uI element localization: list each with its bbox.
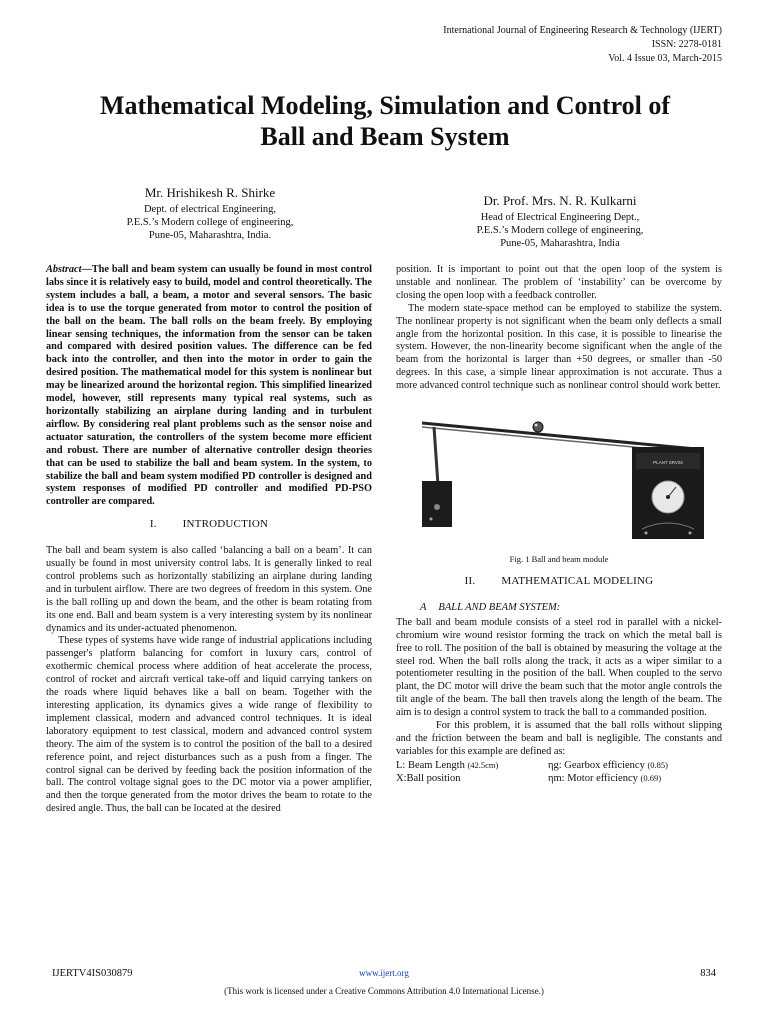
subsection-heading — [420, 602, 722, 615]
variable-label: L: Beam Length — [396, 759, 465, 771]
subsection-title: BALL AND BEAM SYSTEM: — [438, 601, 561, 613]
author-name: Dr. Prof. Mrs. N. R. Kulkarni — [483, 193, 637, 208]
section-number: I. — [149, 518, 157, 531]
left-column — [46, 264, 372, 816]
intro-paragraph-3: position. It is important to point out that the open loop of the system is unstable and nonlinear. The problem of ‘instability’ can be overcome by closing the open loop with a feedback controller. — [396, 264, 722, 301]
section-heading-mathematical-modeling — [396, 575, 722, 588]
variable-definition — [548, 772, 661, 785]
variable-value: (42.5cm) — [467, 759, 499, 770]
author-dept: Dept. of electrical Engineering, — [143, 204, 277, 215]
section-title: MATHEMATICAL MODELING — [501, 574, 654, 587]
variable-label: ηg: Gearbox efficiency — [548, 759, 645, 771]
author-block-1 — [60, 184, 360, 242]
paper-id: IJERTV4IS030879 — [52, 968, 133, 979]
journal-name: International Journal of Engineering Research & Technology (IJERT) — [443, 25, 722, 36]
variable-definition — [396, 759, 548, 772]
page-number: 834 — [700, 968, 716, 979]
variable-label: ηm: Motor efficiency — [548, 772, 638, 784]
abstract-text: —The ball and beam system can usually be found in most control labs since it is relatively easy to build, model and control theoretically. The system includes a ball, a beam, a motor and several sensors. The basic idea is to use the torque generated from motor to control the position of the ball on the beam. The ball rolls on the beam freely. By employing linear sensing techniques, the information from the sensor can be taken and compared with desired position values. The difference can be fed back into the controller, and then into the motor in order to gain the desired position. The mathematical model for this system is nonlinear but may be linearized around the horizontal region. This simplified linearized model, however, still represents many typical real systems, such as horizontally stabilizing an airplane during landing and in turbulent airflow. By considering real plant problems such as the sensor noise and actuator saturation, the controllers of the system become more efficient and robust. There are number of alternative controller design theories that can be used to stabilize the ball and beam system. In the system, to stabilize the ball and beam system modified PD controller is designed and system responses of modified PD controller and modified PD-PSO controller are compared. — [46, 264, 372, 508]
author-college: P.E.S.’s Modern college of engineering, — [126, 217, 294, 228]
modeling-paragraph-1: The ball and beam module consists of a steel rod in parallel with a nickel-chromium wire wound resistor forming the track on which the metal ball is free to roll. The position of the ball is obtained by measuring the voltage at the steel rod. When the ball rolls along the track, it acts as a wiper similar to a potentiometer resulting in the position of the ball. When coupled to the servo plant, the DC motor will drive the beam such that the motor angle controls the tilt angle of the beam. The ball then travels along the length of the beam. The aim is to design a control system to track the ball to a commanded position. — [396, 616, 722, 719]
paper-title-line1: Mathematical Modeling, Simulation and Control of — [99, 91, 671, 120]
subsection-number: A — [420, 601, 427, 613]
intro-paragraph-2: These types of systems have wide range of industrial applications including passenger's platform balancing for comfort in luxury cars, control of exothermic chemical process where addition of heat accelerate the process, control of rocket and aircraft vertical take-off and liquid carrying tankers on the roads where liquid behaves like a ball on beam. Together with the interesting application, its dynamics gives a wide range of flexibility to implement classical, modern and advanced control techniques. It is ideal laboratory equipment to test classical, modern and advanced control system theory. The aim of the system is to control the position of the ball to a desired reference point, and reject disturbances such as a push from a finger. The control signal can be derived by feeding back the position information of the ball. The control voltage signal goes to the DC motor via a power amplifier, and then the torque generated from the motor drives the beam to rotate to the desired angle. Thus, the ball can be located at the desired — [46, 635, 372, 815]
variable-row — [396, 772, 722, 785]
paper-title — [40, 90, 730, 152]
section-heading-introduction — [46, 518, 372, 531]
ball-beam-photo — [396, 407, 722, 547]
author-college: P.E.S.’s Modern college of engineering, — [476, 225, 644, 236]
journal-volume: Vol. 4 Issue 03, March-2015 — [608, 53, 722, 64]
author-location: Pune-05, Maharashtra, India — [500, 238, 620, 249]
abstract-label: Abstract — [46, 264, 82, 275]
variable-row — [396, 759, 722, 772]
license-note: (This work is licensed under a Creative Commons Attribution 4.0 International License.) — [224, 986, 544, 996]
variable-label: X:Ball position — [396, 772, 461, 784]
section-title: INTRODUCTION — [182, 518, 269, 531]
intro-paragraph-4: The modern state-space method can be employed to stabilize the system. The nonlinear property is not significant when the beam only deflects a small angle from the horizontal position. In this case, it is possible to linearise the system. However, the non-linearity become significant when the angle of the beam from the horizontal is larger than +50 degrees, or smaller than -50 degrees. In this case, a simple linear approximation is not accurate. Thus a more advanced control technique such as nonlinear control should work better. — [396, 302, 722, 392]
author-location: Pune-05, Maharashtra, India. — [148, 230, 272, 241]
variable-value: (0.85) — [647, 759, 669, 770]
journal-issn: ISSN: 2278-0181 — [651, 39, 722, 50]
abstract — [46, 264, 372, 509]
variable-definition — [548, 759, 668, 772]
modeling-paragraph-2: For this problem, it is assumed that the ball rolls without slipping and the friction between the beam and ball is negligible. The constants and variables for this example are defined as: — [396, 720, 722, 757]
ball-beam-figure — [396, 407, 722, 547]
section-number: II. — [464, 574, 476, 587]
figure-caption: Fig. 1 Ball and beam module — [509, 554, 609, 565]
plant-panel-label: PLANT SRV02 — [653, 460, 683, 466]
journal-url-link[interactable]: www.ijert.org — [359, 968, 409, 978]
author-dept: Head of Electrical Engineering Dept., — [480, 212, 640, 223]
right-column — [396, 264, 722, 785]
variable-definition — [396, 772, 548, 785]
intro-paragraph-1: The ball and beam system is also called ‘balancing a ball on a beam’. It can usually be found in most university control labs. It is generally linked to real control problems such as horizontally stabilizing an airplane during landing and in turbulent airflow. There are two degrees of freedom in this system. One is the ball rolling up and down the beam, and the other is beam rotating from its one end. Ball and beam system is a very interesting system by its nonlinear dynamics and its under-actuated phenomenon. — [46, 545, 372, 634]
journal-header — [362, 24, 722, 66]
variable-value: (0.69) — [640, 772, 662, 783]
paper-title-line2: Ball and Beam System — [260, 122, 510, 151]
author-block-2 — [410, 192, 710, 250]
author-name: Mr. Hrishikesh R. Shirke — [144, 185, 276, 200]
